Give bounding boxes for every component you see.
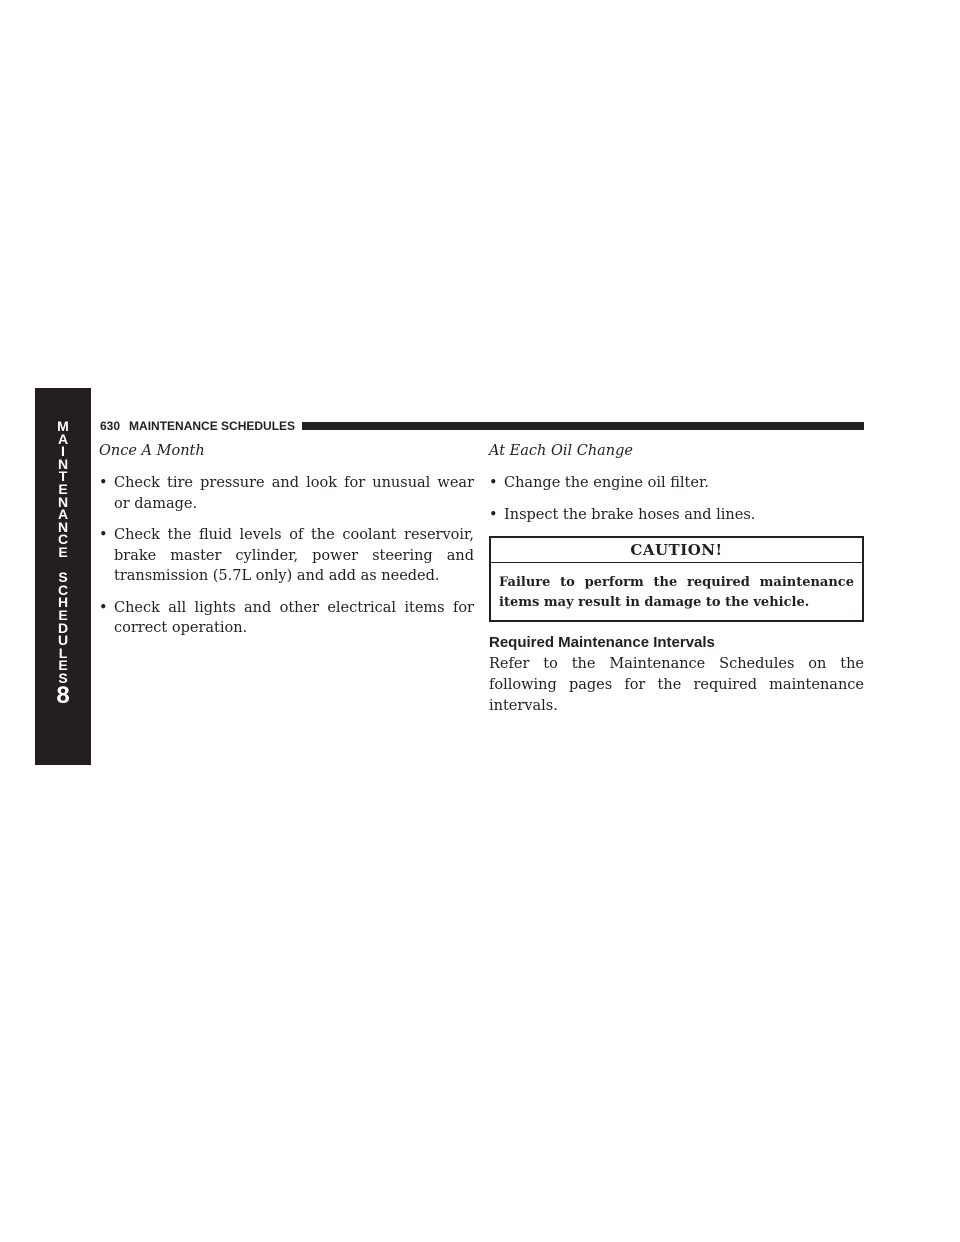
- tab-letter: M: [57, 418, 69, 434]
- list-item-text: Change the engine oil filter.: [504, 475, 709, 491]
- tab-letter: N: [57, 518, 69, 535]
- tab-letter: U: [57, 632, 69, 649]
- tab-letter: I: [61, 443, 65, 460]
- page-header: [100, 419, 864, 433]
- tab-letter: D: [57, 619, 69, 636]
- list-item: [99, 598, 474, 639]
- chapter-number: 8: [56, 682, 70, 710]
- tab-letter: T: [58, 468, 68, 485]
- chapter-side-tab: [35, 388, 91, 765]
- tab-letter: E: [58, 606, 68, 623]
- bullet-icon: •: [489, 475, 498, 491]
- list-item-text: Check tire pressure and look for unusual wear or damage.: [114, 475, 474, 512]
- list-item: [99, 473, 474, 514]
- oil-change-heading: At Each Oil Change: [489, 443, 634, 459]
- list-item-text: Check the fluid levels of the coolant reservoir, brake master cylinder, power steering and transmission (5.7L only) and add as needed.: [114, 527, 474, 584]
- tab-letter: E: [58, 480, 68, 497]
- tab-letter: N: [57, 455, 69, 472]
- tab-letter: A: [57, 506, 69, 523]
- tab-letter: C: [57, 531, 69, 548]
- tab-letter: L: [58, 644, 68, 661]
- tab-letter: S: [58, 669, 68, 686]
- maintenance-intervals-paragraph: Refer to the Maintenance Schedules on the following pages for the required maintenance intervals.: [489, 656, 864, 714]
- tab-letter: C: [57, 581, 69, 598]
- section-title: MAINTENANCE SCHEDULES: [129, 419, 296, 433]
- monthly-checklist: [99, 473, 474, 639]
- list-item: [489, 473, 864, 494]
- tab-letter: H: [57, 594, 69, 611]
- header-rule: [302, 422, 864, 430]
- tab-letter: E: [58, 657, 68, 674]
- tab-letter: E: [58, 543, 68, 560]
- list-item: [489, 505, 864, 526]
- list-item-text: Check all lights and other electrical items for correct operation.: [114, 599, 474, 636]
- caution-title: CAUTION!: [491, 538, 862, 563]
- bullet-icon: •: [99, 527, 108, 543]
- list-item-text: Inspect the brake hoses and lines.: [504, 506, 756, 523]
- left-column: [99, 442, 474, 650]
- oil-change-checklist: [489, 473, 864, 525]
- tab-letter: N: [57, 493, 69, 510]
- bullet-icon: •: [99, 475, 108, 491]
- page-number: 630: [100, 419, 121, 433]
- bullet-icon: •: [489, 506, 498, 523]
- list-item: [99, 525, 474, 587]
- tab-letter: S: [58, 569, 68, 586]
- caution-text: Failure to perform the required maintenance items may result in damage to the vehicle.: [499, 575, 854, 610]
- maintenance-intervals-heading: Required Maintenance Intervals: [489, 634, 715, 651]
- once-a-month-heading: Once A Month: [99, 443, 205, 459]
- tab-letter: A: [57, 430, 69, 447]
- right-column: [489, 442, 864, 717]
- caution-box: [489, 536, 864, 622]
- bullet-icon: •: [99, 599, 108, 616]
